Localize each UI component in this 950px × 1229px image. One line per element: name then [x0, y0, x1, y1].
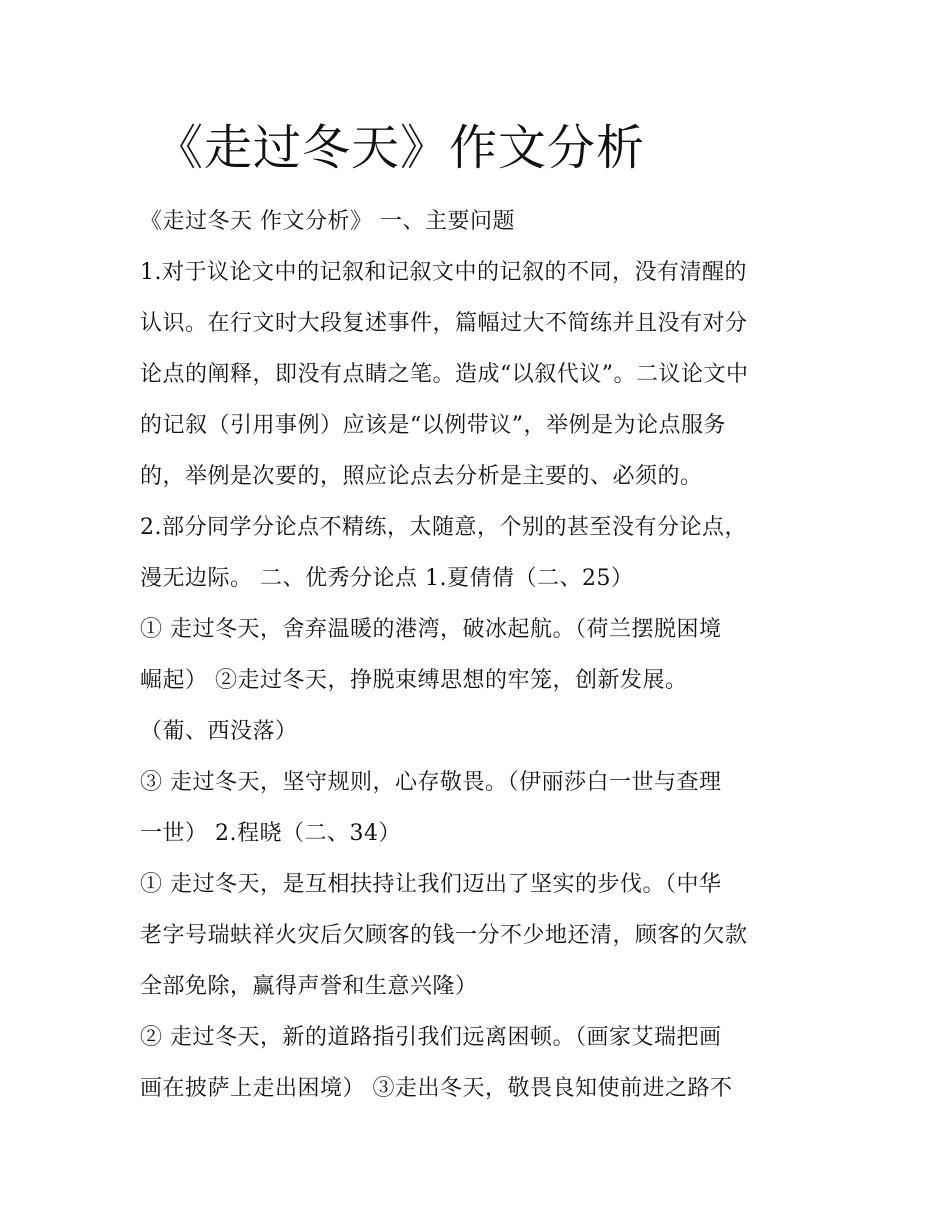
text-line: 漫无边际。 二、优秀分论点 1.夏倩倩（二、25）: [140, 566, 634, 591]
text-line: 1.对于议论文中的记叙和记叙文中的记叙的不同，没有清醒的: [140, 260, 747, 285]
document-title: 《走过冬天》作文分析: [155, 120, 646, 176]
text-line: ② 走过冬天，新的道路指引我们远离困顿。（画家艾瑞把画: [140, 1025, 722, 1050]
text-line: 崛起） ②走过冬天，挣脱束缚思想的牢笼，创新发展。: [140, 668, 688, 693]
text-line: 画在披萨上走出困境） ③走出冬天，敬畏良知使前进之路不: [140, 1076, 733, 1101]
text-line: 老字号瑞蚨祥火灾后欠顾客的钱一分不少地还清，顾客的欠款: [140, 923, 748, 948]
text-line: 一世） 2.程晓（二、34）: [140, 821, 401, 846]
text-line: 《走过冬天 作文分析》 一、主要问题: [140, 209, 515, 234]
text-line: ③ 走过冬天，坚守规则，心存敬畏。（伊丽莎白一世与查理: [140, 770, 722, 795]
text-line: ① 走过冬天，舍弃温暖的港湾，破冰起航。（荷兰摆脱困境: [140, 617, 722, 642]
text-line: 全部免除，赢得声誉和生意兴隆）: [140, 974, 478, 999]
text-line: 论点的阐释，即没有点睛之笔。造成“以叙代议”。二议论文中: [140, 362, 749, 387]
text-line: 认识。在行文时大段复述事件，篇幅过大不简练并且没有对分: [140, 311, 748, 336]
text-line: 的记叙（引用事例）应该是“以例带议”，举例是为论点服务: [140, 413, 726, 438]
text-line: 2.部分同学分论点不精练，太随意，个别的甚至没有分论点，: [140, 515, 747, 540]
text-line: ① 走过冬天，是互相扶持让我们迈出了坚实的步伐。（中华: [140, 872, 722, 897]
text-line: （葡、西没落）: [140, 719, 298, 744]
text-line: 的，举例是次要的，照应论点去分析是主要的、必须的。: [140, 464, 703, 489]
